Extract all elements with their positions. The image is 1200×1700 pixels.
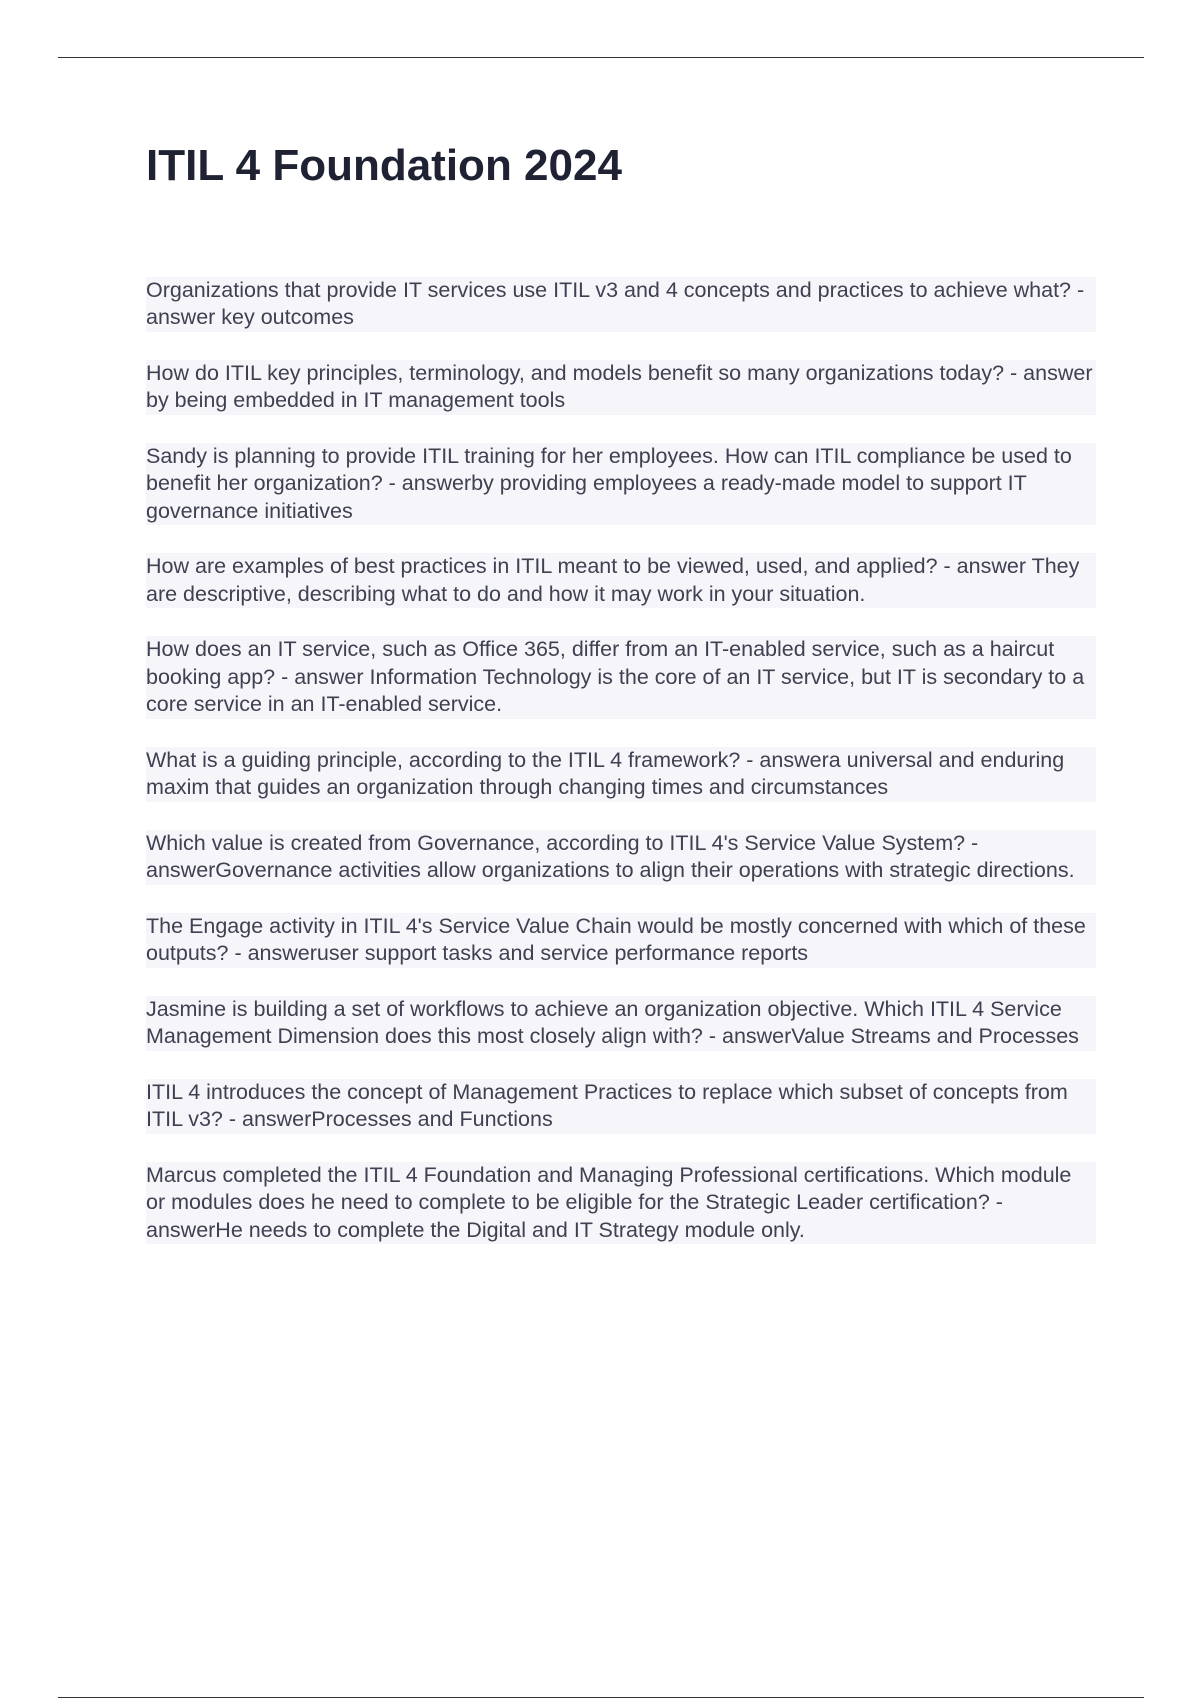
qa-item: Organizations that provide IT services use ITIL v3 and 4 concepts and practices to achieve what? - answer key outcomes xyxy=(146,277,1096,332)
top-rule xyxy=(58,57,1144,58)
qa-item: ITIL 4 introduces the concept of Management Practices to replace which subset of concepts from ITIL v3? - answerProcesses and Functions xyxy=(146,1079,1096,1134)
document-title: ITIL 4 Foundation 2024 xyxy=(146,141,622,190)
qa-item: Jasmine is building a set of workflows to achieve an organization objective. Which ITIL 4 Service Management Dimension does this most closely align with? - answerValue Streams and Processes xyxy=(146,996,1096,1051)
qa-item: How do ITIL key principles, terminology, and models benefit so many organizations today? - answer by being embedded in IT management tools xyxy=(146,360,1096,415)
qa-item: The Engage activity in ITIL 4's Service Value Chain would be mostly concerned with which of these outputs? - answeruser support tasks and service performance reports xyxy=(146,913,1096,968)
qa-item: Marcus completed the ITIL 4 Foundation and Managing Professional certifications. Which module or modules does he need to complete to be eligible for the Strategic Leader certification? - answerHe needs to complete the Digital and IT Strategy module only. xyxy=(146,1162,1096,1245)
qa-list xyxy=(146,277,1096,1245)
qa-item: What is a guiding principle, according to the ITIL 4 framework? - answera universal and enduring maxim that guides an organization through changing times and circumstances xyxy=(146,747,1096,802)
qa-item: How does an IT service, such as Office 365, differ from an IT-enabled service, such as a haircut booking app? - answer Information Technology is the core of an IT service, but IT is secondary to a core service in an IT-enabled service. xyxy=(146,636,1096,719)
qa-item: Which value is created from Governance, according to ITIL 4's Service Value System? - answerGovernance activities allow organizations to align their operations with strategic directions. xyxy=(146,830,1096,885)
qa-item: How are examples of best practices in ITIL meant to be viewed, used, and applied? - answer They are descriptive, describing what to do and how it may work in your situation. xyxy=(146,553,1096,608)
document-page xyxy=(146,140,1096,1272)
qa-item: Sandy is planning to provide ITIL training for her employees. How can ITIL compliance be used to benefit her organization? - answerby providing employees a ready-made model to support IT governance initiatives xyxy=(146,443,1096,526)
bottom-rule xyxy=(58,1697,1144,1698)
